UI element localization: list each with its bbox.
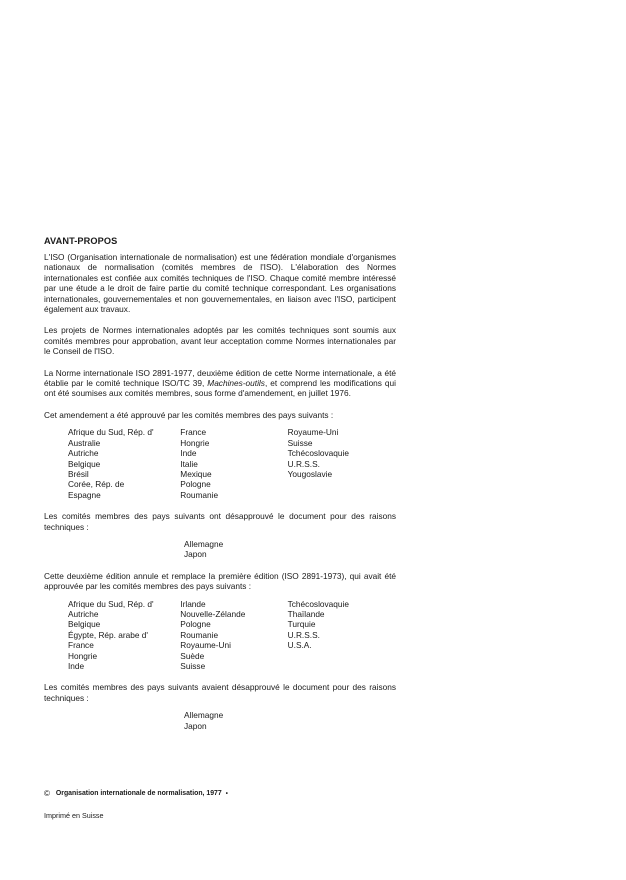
country-item: Inde [68, 661, 85, 671]
approved-countries-list-1976 [68, 427, 396, 500]
country-item: Royaume-Uni [180, 640, 232, 651]
country-item: Belgique [68, 619, 101, 630]
country-item: Inde [180, 448, 197, 459]
country-item: Irlande [180, 598, 206, 609]
country-item: Nouvelle-Zélande [180, 608, 246, 619]
printed-in: Imprimé en Suisse [44, 811, 104, 820]
country-item: U.R.S.S. [287, 458, 320, 469]
country-item: Mexique [180, 468, 212, 479]
country-item: Autriche [68, 608, 99, 619]
approved-1976-col3 [288, 427, 396, 500]
country-item: Suisse [287, 437, 313, 448]
country-item: Autriche [68, 448, 99, 459]
country-item: France [68, 640, 94, 651]
country-item: Afrique du Sud, Rép. d' [68, 427, 154, 438]
committee-title: Machines-outils [207, 378, 265, 389]
approved-countries-list-1973 [68, 599, 396, 672]
disapproved-countries-list-1973 [184, 710, 396, 731]
country-item: Espagne [68, 489, 101, 500]
disapproved-countries-list-1976 [184, 539, 396, 560]
country-item: Italie [180, 458, 198, 469]
copyright-text: Organisation internationale de normalisation, 1977 [55, 790, 222, 797]
paragraph-standard-origin [44, 368, 396, 399]
country-item: Tchécoslovaquie [287, 598, 349, 609]
country-item: Hongrie [180, 437, 210, 448]
country-item: Roumanie [180, 489, 219, 500]
bullet-icon: • [225, 790, 228, 797]
country-item: Allemagne [184, 710, 224, 721]
country-item: Australie [68, 437, 101, 448]
country-item: Pologne [180, 619, 211, 630]
copyright-symbol: © [44, 789, 50, 798]
country-item: U.S.A. [287, 640, 312, 651]
country-item: Thaïlande [287, 608, 325, 619]
country-item: U.R.S.S. [287, 629, 320, 640]
country-item: Japon [184, 720, 207, 731]
country-item: Afrique du Sud, Rép. d' [68, 598, 154, 609]
approved-1976-col1 [68, 427, 180, 500]
page-footer [44, 789, 404, 820]
country-item: Corée, Rép. de [68, 479, 125, 490]
paragraph-amendment-approved: Cet amendement a été approuvé par les comités membres des pays suivants : [44, 409, 334, 420]
country-item: Égypte, Rép. arabe d' [68, 629, 148, 640]
country-item: Yougoslavie [287, 468, 333, 479]
approved-1973-col3 [288, 599, 396, 672]
country-item: Japon [184, 549, 207, 560]
paragraph-disapproved-1973: Les comités membres des pays suivants avaient désapprouvé le document pour des raisons techniques : [44, 682, 396, 703]
country-item: Allemagne [184, 538, 224, 549]
copyright-line [44, 789, 404, 798]
standard-origin-text-2: , et comprend les modifications qui ont été soumises aux comités membres, sous forme d'amendement, en juillet 1976. [44, 378, 396, 399]
approved-1973-col2 [180, 599, 287, 672]
paragraph-first-edition: Cette deuxième édition annule et remplace la première édition (ISO 2891-1973), qui avait été approuvée par les comités membres des pays suivants : [44, 570, 396, 592]
foreword-section [44, 236, 396, 731]
country-item: Brésil [68, 468, 89, 479]
paragraph-disapproved-1976: Les comités membres des pays suivants ont désapprouvé le document pour des raisons techniques : [44, 511, 396, 532]
country-item: Suisse [180, 661, 206, 671]
country-item: Tchécoslovaquie [287, 448, 349, 459]
country-item: Pologne [180, 479, 211, 490]
country-item: Hongrie [68, 650, 98, 661]
country-item: Royaume-Uni [287, 427, 339, 438]
paragraph-iso-intro: L'ISO (Organisation internationale de normalisation) est une fédération mondiale d'organismes nationaux de normalisation (comités membres de l'ISO). L'élaboration des Normes internationales est confiée aux comités techniques de l'ISO. Chaque comité membre intéressé par une étude a le droit de faire partie du comité technique correspondant. Les organisations internationales, gouvernementales et non gouvernementales, en liaison avec l'ISO, participent également aux travaux. [44, 252, 396, 315]
approved-1973-col1 [68, 599, 180, 672]
country-item: Roumanie [180, 629, 219, 640]
country-item: France [180, 427, 207, 438]
country-item: Belgique [68, 458, 101, 469]
foreword-heading: AVANT-PROPOS [44, 236, 118, 246]
approved-1976-col2 [180, 427, 287, 500]
paragraph-draft-approval: Les projets de Normes internationales adoptés par les comités techniques sont soumis aux comités membres pour approbation, avant leur acceptation comme Normes internationales par le Conseil de l'ISO. [44, 325, 396, 357]
country-item: Turquie [287, 619, 316, 630]
country-item: Suède [180, 650, 205, 661]
standard-origin-text-1: La Norme internationale ISO 2891-1977, deuxième édition de cette Norme internationale, a été établie par le comité technique ISO/TC 39, [44, 367, 396, 389]
